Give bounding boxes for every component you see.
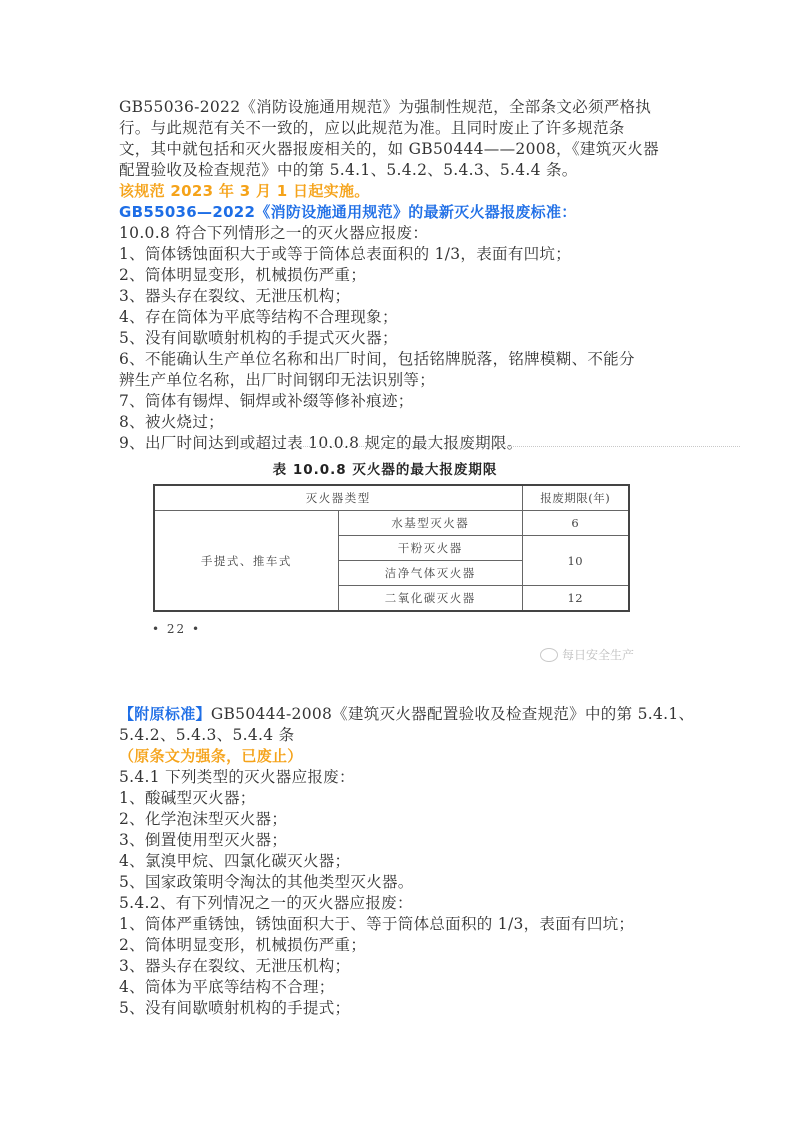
intro-line: 行。与此规范有关不一致的，应以此规范为准。且同时废止了许多规范条 bbox=[119, 119, 625, 137]
list-item: 2、筒体明显变形，机械损伤严重； bbox=[119, 266, 367, 284]
scrap-period: 12 bbox=[522, 586, 629, 612]
list-item: 3、器头存在裂纹、无泄压机构； bbox=[119, 287, 351, 305]
list-item: 1、筒体锈蚀面积大于或等于筒体总表面积的 1/3，表面有凹坑； bbox=[119, 245, 572, 263]
header-period: 报废期限(年) bbox=[522, 485, 629, 511]
scrap-period: 10 bbox=[522, 536, 629, 586]
scrap-period-table bbox=[153, 484, 630, 612]
table-title: 表 10.0.8 灭火器的最大报废期限 bbox=[272, 462, 498, 478]
table-header-row bbox=[154, 485, 629, 511]
original-standard-label: 【附原标准】 bbox=[119, 705, 211, 723]
intro-line: 配置验收及检查规范》中的第 5.4.1、5.4.2、5.4.3、5.4.4 条。 bbox=[119, 161, 578, 179]
wechat-icon bbox=[540, 648, 558, 662]
list-item: 9、出厂时间达到或超过表 10.0.8 规定的最大报废期限。 bbox=[119, 434, 523, 452]
clause-542-intro: 5.4.2、有下列情况之一的灭火器应报废： bbox=[119, 894, 413, 912]
faint-divider bbox=[300, 446, 740, 449]
clause-intro: 10.0.8 符合下列情形之一的灭火器应报废： bbox=[119, 224, 429, 242]
intro-line: GB55036-2022《消防设施通用规范》为强制性规范，全部条文必须严格执 bbox=[119, 98, 652, 116]
extinguisher-type: 二氧化碳灭火器 bbox=[338, 586, 522, 612]
extinguisher-type: 洁净气体灭火器 bbox=[338, 561, 522, 586]
watermark bbox=[540, 646, 634, 663]
scrap-period-table-figure bbox=[140, 446, 700, 676]
list-item: 2、筒体明显变形，机械损伤严重； bbox=[119, 936, 367, 954]
list-item: 5、国家政策明令淘汰的其他类型灭火器。 bbox=[119, 873, 414, 891]
intro-line: 文，其中就包括和灭火器报废相关的，如 GB50444——2008，《建筑灭火器 bbox=[119, 140, 659, 158]
list-item: 2、化学泡沫型灭火器； bbox=[119, 810, 288, 828]
extinguisher-type: 干粉灭火器 bbox=[338, 536, 522, 561]
clause-541-intro: 5.4.1 下列类型的灭火器应报废： bbox=[119, 768, 355, 786]
scrap-period: 6 bbox=[522, 511, 629, 536]
new-standard-heading: GB55036—2022《消防设施通用规范》的最新灭火器报废标准： bbox=[119, 203, 577, 221]
list-item: 5、没有间歇喷射机构的手提式； bbox=[119, 999, 351, 1017]
list-item: 4、氯溴甲烷、四氯化碳灭火器； bbox=[119, 852, 351, 870]
page-number: • 22 • bbox=[152, 622, 202, 636]
original-standard-line1 bbox=[119, 704, 695, 725]
original-standard-title: GB50444-2008《建筑灭火器配置验收及检查规范》中的第 5.4.1、 bbox=[210, 705, 695, 723]
list-item: 辨生产单位名称，出厂时间钢印无法识别等； bbox=[119, 371, 436, 389]
watermark-text: 每日安全生产 bbox=[562, 648, 635, 662]
list-item: 1、酸碱型灭火器； bbox=[119, 789, 256, 807]
group-label: 手提式、推车式 bbox=[154, 511, 338, 612]
list-item: 8、被火烧过； bbox=[119, 413, 224, 431]
list-item: 4、筒体为平底等结构不合理； bbox=[119, 978, 335, 996]
list-item: 3、倒置使用型灭火器； bbox=[119, 831, 288, 849]
original-standard-line2: 5.4.2、5.4.3、5.4.4 条 bbox=[119, 726, 295, 744]
list-item: 4、存在筒体为平底等结构不合理现象； bbox=[119, 308, 398, 326]
list-item: 1、筒体严重锈蚀，锈蚀面积大于、等于筒体总面积的 1/3，表面有凹坑； bbox=[119, 915, 635, 933]
list-item: 6、不能确认生产单位名称和出厂时间，包括铭牌脱落，铭牌模糊、不能分 bbox=[119, 350, 635, 368]
effective-date-notice: 该规范 2023 年 3 月 1 日起实施。 bbox=[119, 182, 370, 200]
list-item: 3、器头存在裂纹、无泄压机构； bbox=[119, 957, 351, 975]
header-type: 灭火器类型 bbox=[154, 485, 522, 511]
extinguisher-type: 水基型灭火器 bbox=[338, 511, 522, 536]
list-item: 5、没有间歇喷射机构的手提式灭火器； bbox=[119, 329, 398, 347]
table-row bbox=[154, 511, 629, 536]
list-item: 7、筒体有锡焊、铜焊或补缀等修补痕迹； bbox=[119, 392, 414, 410]
abolished-note: （原条文为强条，已废止） bbox=[119, 747, 303, 765]
